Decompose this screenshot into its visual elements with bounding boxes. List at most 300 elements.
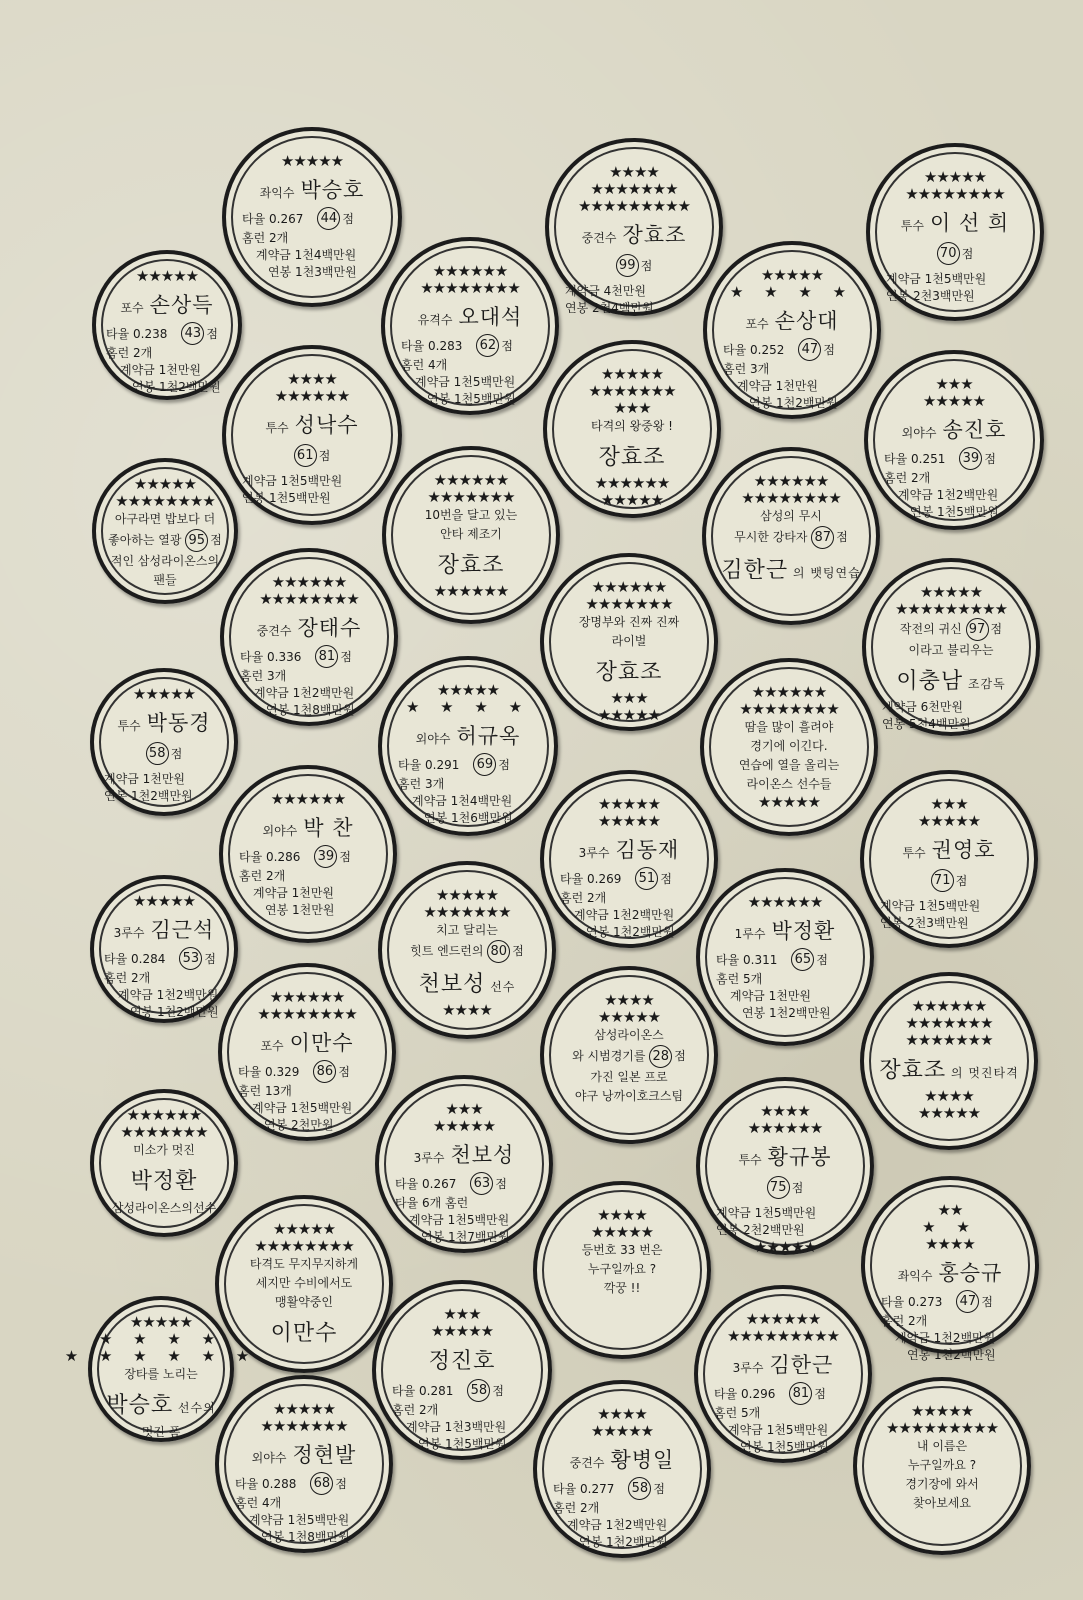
- score-badge: [487, 940, 524, 963]
- rating-stars-row: ★★★★★: [132, 685, 196, 703]
- stat-line: 계약금 1천2백만원: [118, 988, 219, 1002]
- score-unit: 점: [984, 451, 996, 466]
- headline-name-text: 장효조: [598, 445, 666, 470]
- rating-stars-row: ★★★★★: [590, 1223, 654, 1241]
- rating-stars-row: ★★★★★★: [433, 471, 509, 489]
- score-badge: [473, 753, 510, 776]
- player-position: 외야수: [251, 1451, 287, 1465]
- player-position: 투수: [738, 1153, 762, 1167]
- player-name-bar: [582, 219, 687, 249]
- player-name: 김동재: [615, 838, 680, 862]
- caption-line: 적인 삼성라이온스의: [110, 554, 220, 568]
- stat-line: 계약금 1천만원: [120, 363, 202, 377]
- player-disc: [222, 345, 402, 525]
- rating-stars-row: ★★★★★★: [271, 573, 347, 591]
- player-disc: [375, 1075, 553, 1253]
- stat-line: [395, 1172, 507, 1195]
- player-name-bar: [252, 1439, 357, 1469]
- caption-line: 등번호 33 번은: [581, 1243, 663, 1257]
- score-badge: [635, 867, 672, 890]
- rating-stars-row: ★★★★★★★★: [254, 1237, 354, 1255]
- headline-name-text: 장효조: [437, 553, 505, 578]
- player-name-bar: [898, 1257, 1003, 1287]
- score-unit: 점: [512, 944, 524, 958]
- rating-stars-row: ★★★★★: [757, 793, 821, 811]
- player-disc: [92, 250, 242, 400]
- caption-line: 내 이름은: [916, 1439, 968, 1453]
- rating-stars-row: ★★★★★★★★★: [726, 1327, 840, 1345]
- score-badge: [649, 1045, 686, 1068]
- score-unit: 점: [816, 952, 828, 967]
- line-text: 타율 0.269: [560, 871, 622, 886]
- rating-stars-row: ★★★★★★★★: [257, 1005, 357, 1023]
- caption-line: 땀을 많이 흘려야: [744, 720, 834, 734]
- score-unit: 점: [836, 530, 848, 544]
- rating-stars-row: ★★★★★★★: [905, 1014, 993, 1032]
- stat-line: 계약금 1천만원: [730, 989, 812, 1003]
- score-number: 47: [956, 1290, 979, 1313]
- player-position: 중견수: [569, 1456, 605, 1470]
- stat-line: 연봉 1천만원: [265, 903, 335, 917]
- score-badge: [146, 742, 183, 765]
- score-badge: [791, 948, 828, 971]
- player-position: 중견수: [256, 624, 292, 638]
- stat-line: 계약금 1천5백만원: [886, 272, 987, 286]
- player-disc: [222, 127, 402, 307]
- player-disc: [381, 237, 559, 415]
- rating-stars-row: ★★: [937, 1201, 963, 1219]
- stat-line: [106, 322, 218, 345]
- stat-line: 홈런 4개: [235, 1496, 282, 1510]
- headline-name: [106, 1388, 215, 1419]
- player-name-bar: [745, 305, 838, 335]
- player-name-bar: [738, 1141, 831, 1171]
- rating-stars-row: ★★★★★: [280, 152, 344, 170]
- player-position: 투수: [900, 219, 924, 233]
- player-disc: [540, 553, 718, 731]
- score-badge: [789, 1382, 826, 1405]
- stat-line: 홈런 2개: [881, 1314, 928, 1328]
- line-text: 타율 0.238: [106, 326, 168, 341]
- caption-line: [900, 618, 1002, 641]
- player-name-bar: [117, 707, 210, 737]
- score: [767, 1176, 804, 1199]
- rating-stars-row: ★★★★★★★★: [115, 492, 215, 510]
- player-position: 3루수: [113, 926, 145, 940]
- score-unit: 점: [498, 757, 510, 772]
- player-disc: [90, 1089, 238, 1237]
- player-position: 포수: [745, 317, 769, 331]
- stat-line: 연봉 1천5백만원: [418, 1437, 507, 1451]
- rating-stars-row: ★★★★★: [760, 266, 824, 284]
- rating-stars-row: ★★★★★: [597, 795, 661, 813]
- player-disc: [864, 350, 1044, 530]
- score-number: 81: [315, 645, 338, 668]
- score-badge: [185, 529, 222, 552]
- line-text: 타율 0.284: [104, 951, 166, 966]
- score-number: 39: [959, 447, 982, 470]
- player-disc: [382, 446, 560, 624]
- stat-line: 연봉 1천2백만원: [579, 1535, 668, 1549]
- caption-line: 깍꿍 !!: [603, 1281, 641, 1295]
- stat-line: 계약금 1천2백만원: [895, 1331, 996, 1345]
- stat-line: 계약금 1천5백만원: [249, 1513, 350, 1527]
- stat-line: 연봉 1천7백만원: [421, 1230, 510, 1244]
- score-badge: [937, 242, 974, 265]
- rating-stars-row: ★★★★★★★★★: [577, 197, 691, 215]
- player-name-bar: [260, 1027, 353, 1057]
- caption-line: 경기장에 와서: [905, 1477, 979, 1491]
- score-unit: 점: [338, 1064, 350, 1079]
- rating-stars-row: ★★★★★★★★: [905, 185, 1005, 203]
- score-unit: 점: [495, 1176, 507, 1191]
- rating-stars-row: ★★★★★★★★: [259, 590, 359, 608]
- rating-stars-row: ★ ★ ★ ★: [729, 283, 855, 301]
- score-number: 51: [635, 867, 658, 890]
- stat-line: 홈런 3개: [723, 362, 770, 376]
- caption-line: 삼성라이온스의선수: [111, 1201, 217, 1215]
- rating-stars-row: ★★★★★: [436, 681, 500, 699]
- rating-stars-row: ★★★★★★★: [905, 1031, 993, 1049]
- stat-line: 홈런 13개: [238, 1084, 292, 1098]
- rating-stars-row: ★★★★★★★: [260, 1417, 348, 1435]
- stat-line: 계약금 4천만원: [565, 284, 647, 298]
- player-position: 투수: [265, 421, 289, 435]
- score-number: 80: [487, 940, 510, 963]
- player-position: 외야수: [901, 426, 937, 440]
- player-disc: [215, 1375, 393, 1553]
- player-name: 이 선 희: [929, 211, 1010, 235]
- line-text: 타율 0.281: [392, 1383, 454, 1398]
- score-badge: [317, 207, 354, 230]
- stat-line: 홈런 2개: [104, 971, 151, 985]
- stat-line: 계약금 1천4백만원: [412, 794, 513, 808]
- player-disc: [540, 966, 718, 1144]
- player-disc: [545, 138, 723, 316]
- score-number: 71: [931, 869, 954, 892]
- score-number: 28: [649, 1045, 672, 1068]
- stat-line: 연봉 1천3백만원: [268, 265, 357, 279]
- player-name: 김근석: [150, 918, 215, 942]
- player-name: 오대석: [458, 305, 523, 329]
- line-text: 타율 0.251: [884, 451, 946, 466]
- stat-line: 홈런 2개: [106, 346, 153, 360]
- player-position: 투수: [902, 846, 926, 860]
- player-name: 성낙수: [294, 413, 359, 437]
- headline-name-text: 박정환: [130, 1169, 198, 1194]
- headline-name-text: 김한근: [721, 558, 789, 583]
- player-position: 외야수: [262, 824, 298, 838]
- player-disc: [862, 558, 1040, 736]
- stat-line: [884, 447, 996, 470]
- caption-line: 안타 제조기: [440, 527, 502, 541]
- stat-line: 연봉 1천5백만원: [740, 1440, 829, 1454]
- stat-line: 홈런 2개: [553, 1501, 600, 1515]
- caption-line: 라이벌: [611, 634, 647, 648]
- player-position: 3루수: [578, 846, 610, 860]
- score-badge: [616, 254, 653, 277]
- player-disc: [220, 548, 398, 726]
- stat-line: 홈런 2개: [239, 869, 286, 883]
- player-position: 좌익수: [259, 186, 295, 200]
- stat-line: 홈런 2개: [392, 1403, 439, 1417]
- rating-stars-row: ★★★★★: [922, 392, 986, 410]
- headline-suffix: 선수: [485, 980, 516, 994]
- line-text: 타율 0.296: [714, 1386, 776, 1401]
- stat-line: 연봉 1천2백만원: [104, 789, 193, 803]
- line-text: 좋아하는 열광: [108, 533, 186, 547]
- score: [294, 444, 331, 467]
- caption-line: 아구라면 밥보다 더: [114, 512, 216, 526]
- score-number: 86: [313, 1060, 336, 1083]
- headline-name-text: 장효조: [595, 660, 663, 685]
- player-disc: [540, 770, 718, 948]
- score-number: 39: [314, 845, 337, 868]
- rating-stars-row: ★★★★★: [132, 892, 196, 910]
- rating-stars-row: ★★★★★★★: [427, 488, 515, 506]
- rating-stars-row: ★★★★: [609, 163, 659, 181]
- stat-line: 계약금 1천3백만원: [406, 1420, 507, 1434]
- score-number: 97: [966, 618, 989, 641]
- rating-stars-row: ★★★★★★: [126, 1106, 202, 1124]
- rating-stars-row: ★★★★★★: [274, 387, 350, 405]
- score-unit: 점: [640, 259, 653, 273]
- stat-line: 홈런 5개: [714, 1406, 761, 1420]
- rating-stars-row: ★★★★★★: [269, 988, 345, 1006]
- rating-stars-row: ★★★★★: [923, 168, 987, 186]
- caption-line: 삼성라이온스: [594, 1028, 664, 1042]
- stat-line: 계약금 1천만원: [253, 886, 335, 900]
- stat-line: 계약금 1천2백만원: [898, 488, 999, 502]
- score-number: 95: [185, 529, 208, 552]
- player-disc: [378, 656, 558, 836]
- player-name-bar: [260, 174, 365, 204]
- rating-stars-row: ★ ★: [922, 1218, 978, 1236]
- stat-line: [401, 334, 513, 357]
- rating-stars-row: ★★★★★★: [747, 893, 823, 911]
- rating-stars-row: ★★★★★★★★: [741, 489, 841, 507]
- stat-line: [716, 948, 828, 971]
- player-name-bar: [265, 409, 358, 439]
- player-disc: [696, 1077, 874, 1255]
- stat-line: [240, 645, 352, 668]
- score-badge: [959, 447, 996, 470]
- score-unit: 점: [340, 649, 352, 664]
- rating-stars-row: ★★★★★: [133, 475, 197, 493]
- player-name-bar: [414, 1139, 515, 1169]
- score-unit: 점: [210, 533, 222, 547]
- headline-name-text: 이만수: [270, 1321, 338, 1346]
- rating-stars-row: ★★★: [613, 399, 651, 417]
- player-position: 포수: [120, 301, 144, 315]
- rating-stars-row: ★★★★★: [597, 1008, 661, 1026]
- rating-stars-row: ★★★★★★★★: [739, 700, 839, 718]
- stat-line: 연봉 1천2백만원: [132, 380, 221, 394]
- stat-line: 홈런 2개: [560, 891, 607, 905]
- headline-name-text: 장효조: [879, 1058, 947, 1083]
- rating-stars-row: ★★★★★★: [270, 790, 346, 808]
- score-badge: [181, 322, 218, 345]
- player-name: 박정환: [771, 919, 836, 943]
- stat-line: [242, 207, 354, 230]
- score-badge: [476, 334, 513, 357]
- score-unit: 점: [823, 342, 835, 357]
- stat-line: [560, 867, 672, 890]
- stat-line: 연봉 5천4백만원: [882, 717, 971, 731]
- rating-stars-row: ★★★: [930, 795, 968, 813]
- headline-name: [599, 440, 666, 471]
- score-unit: 점: [492, 1383, 504, 1398]
- rating-stars-row: ★★★: [445, 1100, 483, 1118]
- score-number: 58: [146, 742, 169, 765]
- rating-stars-row: ★★★: [610, 689, 648, 707]
- headline-suffix: 의 뱃팅연습: [788, 566, 861, 580]
- line-text: 타율 0.291: [398, 757, 460, 772]
- headline-name: [131, 1164, 198, 1195]
- player-name-bar: [416, 720, 521, 750]
- headline-name-text: 천보성: [418, 972, 486, 997]
- player-disc: [853, 1377, 1031, 1555]
- stat-line: 연봉 1천2백만원: [907, 1348, 996, 1362]
- player-name: 박 찬: [303, 816, 354, 840]
- stat-line: 홈런 2개: [242, 231, 289, 245]
- caption-line: 타격도 무지무지하게: [249, 1257, 359, 1271]
- stat-line: 계약금 6천만원: [882, 700, 964, 714]
- line-text: 타율 0.273: [881, 1294, 943, 1309]
- score-number: 75: [767, 1176, 790, 1199]
- rating-stars-row: ★★★★: [604, 991, 654, 1009]
- headline-name: [429, 1344, 496, 1375]
- player-name-bar: [418, 301, 523, 331]
- caption-line: 맹활약중인: [275, 1295, 333, 1309]
- rating-stars-row: ★★★★★★: [433, 582, 509, 600]
- rating-stars-row: ★★★: [443, 1305, 481, 1323]
- stat-line: 홈런 3개: [398, 777, 445, 791]
- player-name: 송진호: [942, 418, 1007, 442]
- headline-suffix: 의 멋진타격: [946, 1066, 1019, 1080]
- rating-stars-row: ★★★★★★: [911, 997, 987, 1015]
- player-disc: [219, 765, 397, 943]
- score-number: 63: [470, 1172, 493, 1195]
- caption-line: 경기에 이긴다.: [750, 739, 828, 753]
- stat-line: 계약금 1천5백만원: [716, 1206, 817, 1220]
- player-name: 허규옥: [456, 724, 521, 748]
- rating-stars-row: ★★★★★★: [745, 1310, 821, 1328]
- rating-stars-row: ★★★★★★: [594, 474, 670, 492]
- headline-name: [896, 664, 1005, 695]
- player-position: 좌익수: [897, 1269, 933, 1283]
- stat-line: 계약금 1천5백만원: [242, 474, 343, 488]
- player-name: 홍승규: [938, 1261, 1003, 1285]
- score-badge: [179, 947, 216, 970]
- line-text: 와 시범경기를: [572, 1049, 650, 1063]
- headline-suffix: 선수의: [173, 1401, 216, 1415]
- stat-line: 계약금 1천5백만원: [252, 1101, 353, 1115]
- player-name-bar: [262, 812, 353, 842]
- player-disc: [543, 340, 721, 518]
- player-disc: [92, 458, 238, 604]
- caption-line: 치고 달리는: [436, 923, 498, 937]
- player-name: 박승호: [300, 178, 365, 202]
- caption-line: 팬들: [153, 573, 177, 587]
- rating-stars-row: ★★★★★★: [747, 1119, 823, 1137]
- rating-stars-row: ★★★★★★★: [120, 1123, 208, 1141]
- caption-line: [108, 529, 222, 552]
- player-name-bar: [257, 612, 362, 642]
- player-position: 3루수: [413, 1151, 445, 1165]
- stat-line: 연봉 1천2백만원: [130, 1005, 219, 1019]
- rating-stars-row: ★★★★★★: [751, 683, 827, 701]
- player-position: 외야수: [415, 732, 451, 746]
- stat-line: 계약금 1천2백만원: [254, 686, 355, 700]
- caption-line: 누구일까요 ?: [907, 1458, 977, 1472]
- score-unit: 점: [653, 1481, 665, 1496]
- stat-line: 계약금 1천만원: [104, 772, 186, 786]
- rating-stars-row: ★ ★ ★ ★: [405, 698, 531, 716]
- stat-line: 계약금 1천5백만원: [415, 375, 516, 389]
- score-number: 68: [310, 1472, 333, 1495]
- score-unit: 점: [674, 1049, 686, 1063]
- player-disc: [533, 1181, 711, 1359]
- score-badge: [315, 645, 352, 668]
- rating-stars-row: ★★★: [935, 375, 973, 393]
- rating-stars-row: ★★★★★: [753, 1238, 817, 1256]
- score-unit: 점: [206, 326, 218, 341]
- rating-stars-row: ★★★★: [597, 1206, 647, 1224]
- caption-line: 장명부와 진짜 진짜: [578, 615, 680, 629]
- score-badge: [310, 1472, 347, 1495]
- stat-line: [398, 753, 510, 776]
- player-position: 3루수: [732, 1361, 764, 1375]
- score-number: 62: [476, 334, 499, 357]
- player-disc: [372, 1280, 552, 1460]
- score-badge: [966, 618, 1003, 641]
- player-name: 황병일: [610, 1448, 675, 1472]
- stat-line: 홈런 5개: [716, 972, 763, 986]
- score-unit: 점: [961, 247, 974, 261]
- line-text: 타율 0.286: [239, 849, 301, 864]
- rating-stars-row: ★★★★★: [272, 1220, 336, 1238]
- score: [931, 869, 968, 892]
- score-unit: 점: [660, 871, 672, 886]
- stat-line: 연봉 1천8백만원: [261, 1530, 350, 1544]
- player-disc: [90, 668, 238, 816]
- rating-stars-row: ★★★★★★★★: [420, 279, 520, 297]
- stat-line: 계약금 1천5백만원: [880, 899, 981, 913]
- stat-line: 연봉 2천3백만원: [880, 916, 969, 930]
- stat-line: 계약금 1천만원: [737, 379, 819, 393]
- rating-stars-row: ★★★★★: [129, 1313, 193, 1331]
- rating-stars-row: ★★★★★: [435, 886, 499, 904]
- rating-stars-row: ★★★★★: [430, 1322, 494, 1340]
- player-disc: [694, 1285, 872, 1463]
- player-disc: [860, 770, 1038, 948]
- stat-line: [881, 1290, 993, 1313]
- player-name-bar: [735, 915, 836, 945]
- score-unit: 점: [339, 849, 351, 864]
- score-unit: 점: [335, 1476, 347, 1491]
- player-disc: [700, 658, 878, 836]
- player-disc: [90, 875, 238, 1023]
- player-name-bar: [901, 207, 1009, 237]
- stat-line: [723, 338, 835, 361]
- stat-line: 계약금 1천2백만원: [567, 1518, 668, 1532]
- player-name: 천보성: [450, 1143, 515, 1167]
- score-number: 81: [789, 1382, 812, 1405]
- player-disc: [703, 241, 881, 419]
- stat-line: 계약금 1천2백만원: [574, 908, 675, 922]
- rating-stars-row: ★★★★: [925, 1235, 975, 1253]
